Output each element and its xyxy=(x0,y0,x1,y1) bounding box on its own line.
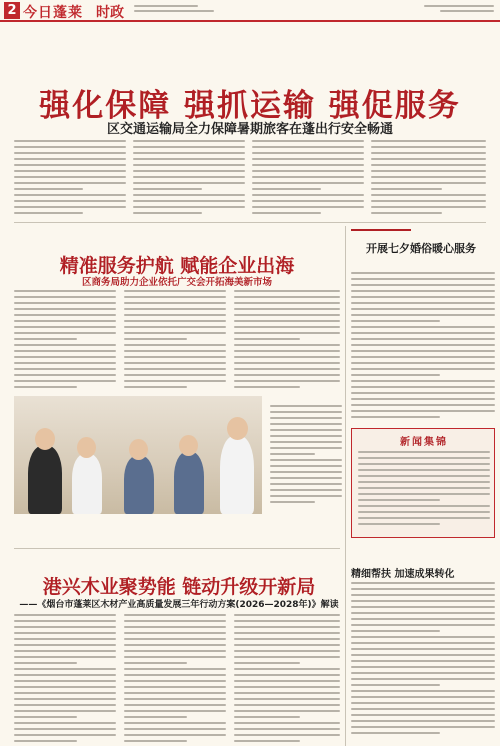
paper-name: 今日蓬莱 xyxy=(23,5,83,21)
news-photo xyxy=(14,396,262,514)
bottom-subheadline: ——《烟台市蓬莱区木材产业高质量发展三年行动方案(2026—2028年)》解读 xyxy=(19,600,339,610)
quick-news-body xyxy=(358,451,490,529)
bottom-right-headline: 精细帮扶 加速成果转化 xyxy=(351,569,455,580)
section-divider xyxy=(14,222,486,223)
second-subheadline: 区商务局助力企业依托广交会开拓海美新市场 xyxy=(81,277,272,288)
quick-news-title: 新闻集锦 xyxy=(400,437,448,448)
sidebar-body xyxy=(351,272,495,422)
column-divider xyxy=(345,226,346,746)
masthead xyxy=(0,0,500,22)
second-body-col-3 xyxy=(234,290,340,392)
lead-body-col-3 xyxy=(252,140,364,218)
second-headline: 精准服务护航 赋能企业出海 xyxy=(59,255,295,277)
section-name: 时政 xyxy=(96,5,124,21)
bottom-headline: 港兴木业聚势能 链动升级开新局 xyxy=(42,576,316,598)
masthead-right-info xyxy=(424,2,494,16)
bottom-body-col-2 xyxy=(124,614,226,746)
masthead-info xyxy=(134,2,214,16)
lead-body-col-4 xyxy=(371,140,486,218)
sidebar-kicker-bar xyxy=(351,229,411,231)
photo-caption xyxy=(270,405,342,507)
quick-news-box xyxy=(351,428,495,538)
second-body-col-1 xyxy=(14,290,116,392)
lead-body-col-1 xyxy=(14,140,126,218)
bottom-divider xyxy=(14,548,340,549)
sidebar-headline: 开展七夕婚俗暖心服务 xyxy=(366,242,476,255)
lead-subheadline: 区交通运输局全力保障暑期旅客在蓬出行安全畅通 xyxy=(106,122,393,137)
bottom-body-col-1 xyxy=(14,614,116,746)
bottom-body-col-3 xyxy=(234,614,340,746)
lead-headline: 强化保障 强抓运输 强促服务 xyxy=(39,88,461,124)
page-number: 2 xyxy=(4,2,20,19)
lead-body-col-2 xyxy=(133,140,245,218)
bottom-right-body xyxy=(351,582,495,738)
second-body-col-2 xyxy=(124,290,226,392)
